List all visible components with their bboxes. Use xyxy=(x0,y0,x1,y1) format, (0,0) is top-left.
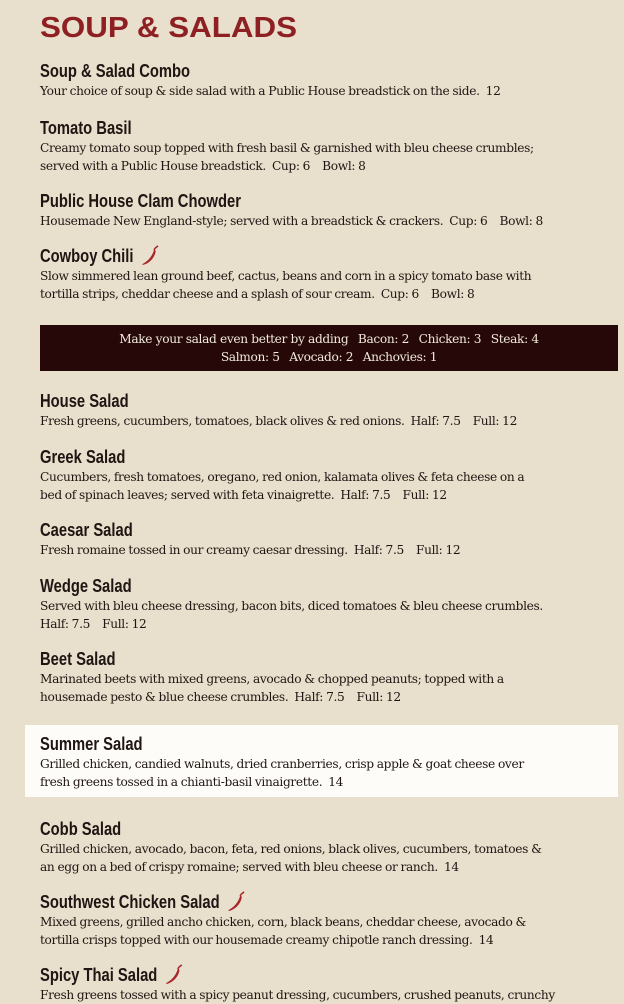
item-description: Fresh greens, cucumbers, tomatoes, black olives & red onions. Half: 7.5 Full: 12 xyxy=(40,414,517,428)
item-name: House Salad xyxy=(40,391,129,411)
item-name: Cobb Salad xyxy=(40,819,122,839)
menu-item-cobb-salad xyxy=(40,818,620,876)
item-name: Beet Salad xyxy=(40,649,116,669)
menu-item-greek-salad xyxy=(40,446,620,504)
item-description: Served with bleu cheese dressing, bacon bits, diced tomatoes & bleu cheese crumbles. Half: 7.5 Full: 12 xyxy=(40,599,543,631)
menu-item-summer-salad xyxy=(40,733,620,791)
menu-item-tomato-basil xyxy=(40,117,620,175)
item-description: Fresh greens tossed with a spicy peanut dressing, cucumbers, crushed peanuts, crunchy xyxy=(40,988,555,1002)
menu-item-soup-salad-combo xyxy=(40,60,620,100)
item-description: Slow simmered lean ground beef, cactus, beans and corn in a spicy tomato base with tortilla strips, cheddar cheese and a splash of sour cream. Cup: 6 Bowl: 8 xyxy=(40,269,532,301)
addon-anchovies: Anchovies: 1 xyxy=(362,350,438,364)
page-title: SOUP & SALADS xyxy=(40,12,297,44)
item-description: Mixed greens, grilled ancho chicken, corn, black beans, cheddar cheese, avocado & tortilla crisps topped with our housemade creamy chipotle ranch dressing. 14 xyxy=(40,915,526,947)
addon-salmon: Salmon: 5 xyxy=(220,350,280,364)
item-name: Tomato Basil xyxy=(40,118,132,138)
menu-item-caesar-salad xyxy=(40,519,620,559)
item-name: Spicy Thai Salad xyxy=(40,965,158,985)
addon-avocado: Avocado: 2 xyxy=(289,350,354,364)
item-description: Fresh romaine tossed in our creamy caesar dressing. Half: 7.5 Full: 12 xyxy=(40,543,461,557)
addon-steak: Steak: 4 xyxy=(490,332,539,346)
item-name: Caesar Salad xyxy=(40,520,133,540)
menu-item-wedge-salad xyxy=(40,575,620,633)
menu-item-clam-chowder xyxy=(40,190,620,230)
menu-item-southwest-chicken-salad xyxy=(40,891,620,949)
menu-item-spicy-thai-salad xyxy=(40,964,620,1004)
addon-chicken: Chicken: 3 xyxy=(418,332,482,346)
chili-pepper-icon xyxy=(164,964,185,986)
item-description: Grilled chicken, avocado, bacon, feta, red onions, black olives, cucumbers, tomatoes & an egg on a bed of crispy romaine; served with bleu cheese or ranch. 14 xyxy=(40,842,542,874)
item-name: Cowboy Chili xyxy=(40,246,134,266)
menu-item-house-salad xyxy=(40,390,620,430)
item-description: Housemade New England-style; served with a breadstick & crackers. Cup: 6 Bowl: 8 xyxy=(40,214,543,228)
item-name: Wedge Salad xyxy=(40,576,132,596)
item-description: Grilled chicken, candied walnuts, dried cranberries, crisp apple & goat cheese over fresh greens tossed in a chianti-basil vinaigrette. 14 xyxy=(40,757,524,789)
salad-addons-banner xyxy=(40,325,618,371)
item-description: Marinated beets with mixed greens, avocado & chopped peanuts; topped with a housemade pesto & blue cheese crumbles. Half: 7.5 Full: 12 xyxy=(40,672,504,704)
chili-pepper-icon xyxy=(140,245,161,267)
item-name: Greek Salad xyxy=(40,447,126,467)
menu-item-cowboy-chili xyxy=(40,245,620,303)
item-description: Cucumbers, fresh tomatoes, oregano, red onion, kalamata olives & feta cheese on a bed of spinach leaves; served with feta vinaigrette. Half: 7.5 Full: 12 xyxy=(40,470,525,502)
chili-pepper-icon xyxy=(226,891,247,913)
item-description: Your choice of soup & side salad with a Public House breadstick on the side. 12 xyxy=(40,84,501,98)
item-description: Creamy tomato soup topped with fresh basil & garnished with bleu cheese crumbles; served with a Public House breadstick. Cup: 6 Bowl: 8 xyxy=(40,141,534,173)
item-name: Public House Clam Chowder xyxy=(40,191,241,211)
item-name: Soup & Salad Combo xyxy=(40,61,191,81)
addon-bacon: Bacon: 2 xyxy=(357,332,410,346)
menu-item-beet-salad xyxy=(40,648,620,706)
item-name: Southwest Chicken Salad xyxy=(40,892,220,912)
item-name: Summer Salad xyxy=(40,734,143,754)
banner-intro: Make your salad even better by adding xyxy=(119,332,349,346)
